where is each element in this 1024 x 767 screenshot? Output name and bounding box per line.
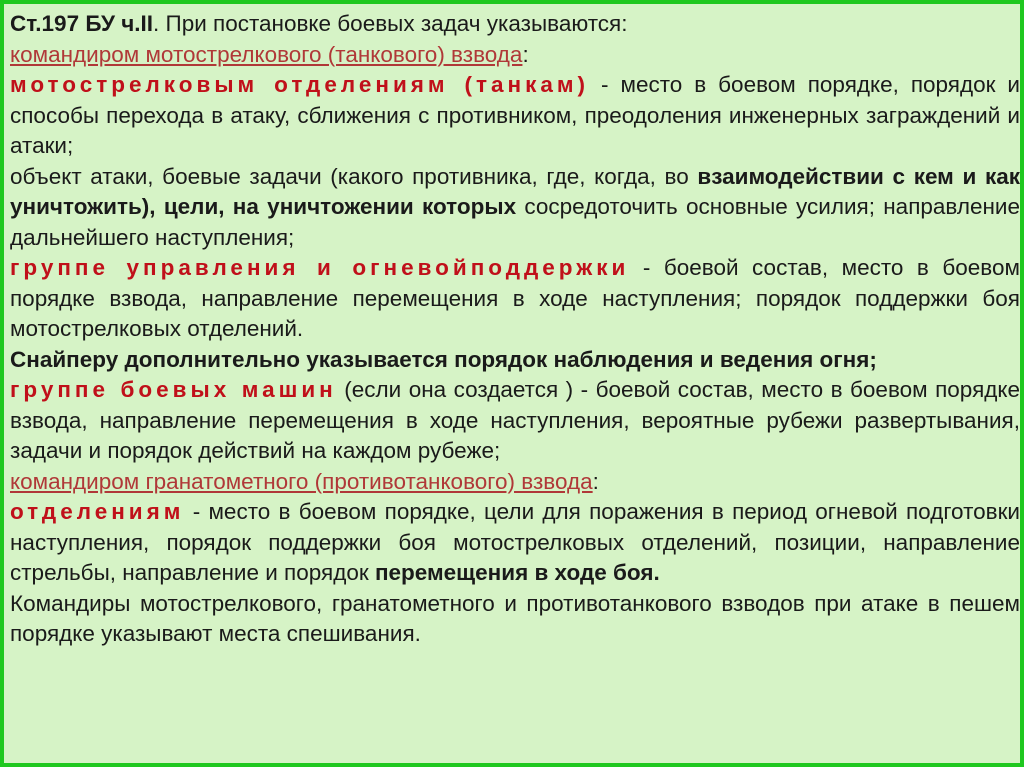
paragraph-platoon-commander <box>10 40 1020 71</box>
paragraph-sections <box>10 497 1020 589</box>
dismount-text: Командиры мотострелкового, гранатометного и противотанкового взводов при атаке в пешем порядке указывают места спешивания. <box>10 590 1020 646</box>
sections-text: - место в боевом порядке, цели для поражения в период огневой подготовки наступления, порядок поддержки боя мотострелковых отделений, позиции, направление стрельбы, направление и порядок <box>10 499 1020 585</box>
control-group-text: - боевой состав, место в боевом порядке взвода, направление перемещения в ходе наступления; порядок поддержки боя мотострелковых отделений. <box>10 255 1020 341</box>
paragraph-sniper <box>10 345 1020 376</box>
intro-text: . При постановке боевых задач указываются: <box>153 11 628 36</box>
sections-term: отделениям <box>10 499 185 524</box>
heading-colon: : <box>522 41 529 67</box>
paragraph-intro <box>10 9 1020 40</box>
paragraph-attack-object <box>10 162 1020 254</box>
document-body <box>10 9 1020 650</box>
platoon-commander-heading: командиром мотострелкового (танкового) взвода <box>10 41 523 67</box>
paragraph-squads <box>10 70 1020 162</box>
control-group-term: группе управления и огневойподдержки <box>10 255 630 280</box>
sections-bold: перемещения в ходе боя. <box>374 560 660 585</box>
sniper-text: Снайперу дополнительно указывается порядок наблюдения и ведения огня; <box>10 346 877 372</box>
paragraph-vehicle-group <box>10 375 1020 467</box>
attack-object-rest: сосредоточить основные усилия; направление дальнейшего наступления; <box>10 194 1020 250</box>
article-reference: Ст.197 БУ ч.II <box>10 11 154 36</box>
heading-colon-2: : <box>592 468 599 494</box>
paragraph-grenade-commander <box>10 467 1020 498</box>
squads-term: мотострелковым отделениям (танкам) <box>10 72 590 97</box>
grenade-commander-heading: командиром гранатометного (противотанкового) взвода <box>10 468 593 494</box>
attack-object-text: объект атаки, боевые задачи (какого противника, где, когда, во <box>10 163 698 189</box>
paragraph-control-group <box>10 253 1020 345</box>
paragraph-dismount <box>10 589 1020 650</box>
vehicle-group-term: группе боевых машин <box>10 377 337 402</box>
vehicle-group-text: (если она создается ) - боевой состав, место в боевом порядке взвода, направление перемещения в ходе наступления, вероятные рубежи развертывания, задачи и порядок действий на каждом рубеже; <box>10 377 1020 463</box>
squads-text: - место в боевом порядке, порядок и способы перехода в атаку, сближения с противником, преодоления инженерных заграждений и атаки; <box>10 72 1020 158</box>
attack-object-bold: взаимодействии с кем и как уничтожить), цели, на уничтожении которых <box>10 163 1020 219</box>
